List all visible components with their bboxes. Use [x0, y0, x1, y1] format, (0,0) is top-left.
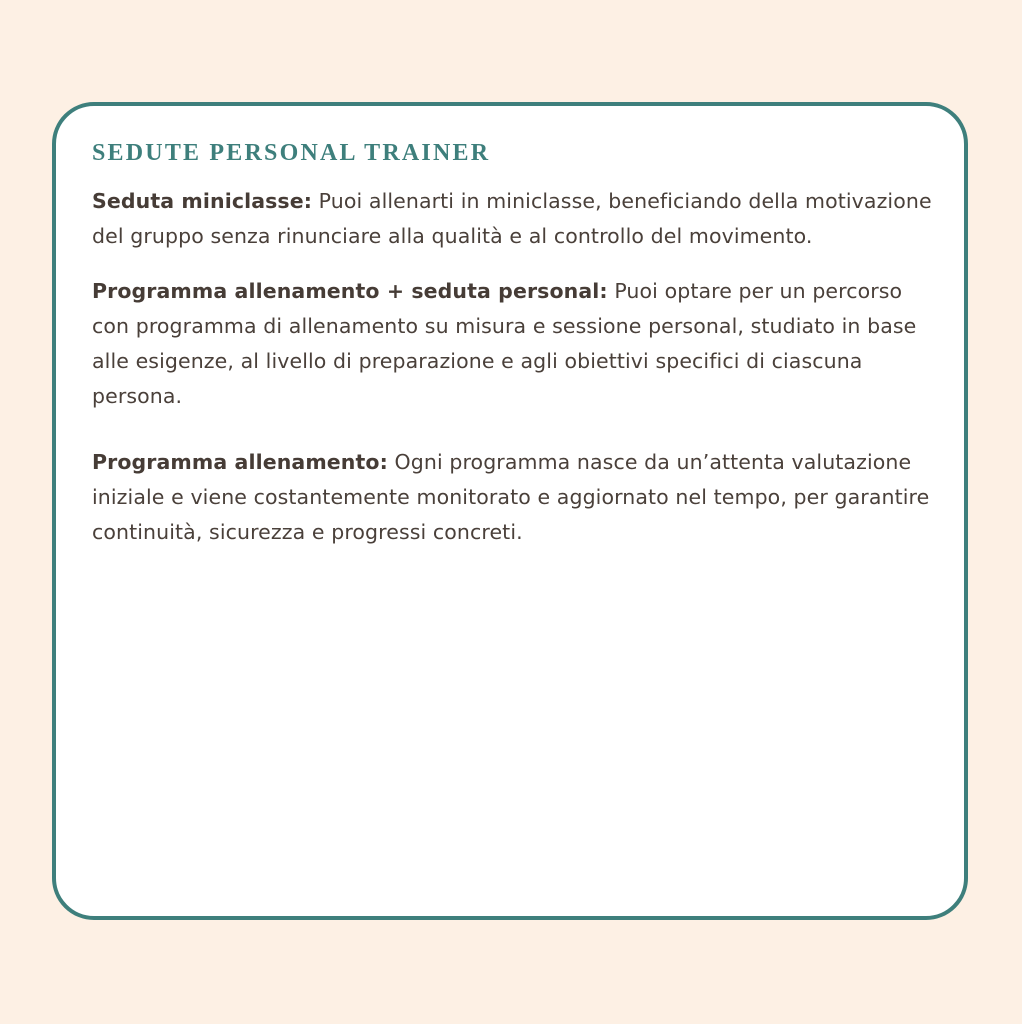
section-programma-allenamento — [92, 445, 932, 551]
section-heading: Programma allenamento: — [92, 449, 388, 474]
section-programma-personal — [92, 274, 932, 415]
section-heading: Programma allenamento + seduta personal: — [92, 278, 608, 303]
card-title: SEDUTE PERSONAL TRAINER — [92, 140, 491, 166]
section-heading: Seduta miniclasse: — [92, 189, 313, 213]
section-miniclasse — [92, 184, 932, 255]
section-body: Ogni programma nasce da un’attenta valutazione iniziale e viene costantemente monitorato e aggiornato nel tempo, per garantire continuità, sicurezza e progressi concreti. — [92, 449, 930, 545]
section-body: Puoi optare per un percorso con programma di allenamento su misura e sessione personal, studiato in base alle esigenze, al livello di preparazione e agli obiettivi specifici di ciascuna persona. — [92, 278, 917, 409]
info-card — [52, 102, 968, 920]
section-body: Puoi allenarti in miniclasse, beneficiando della motivazione del gruppo senza rinunciare alla qualità e al controllo del movimento. — [92, 189, 932, 249]
card-content — [92, 136, 932, 551]
